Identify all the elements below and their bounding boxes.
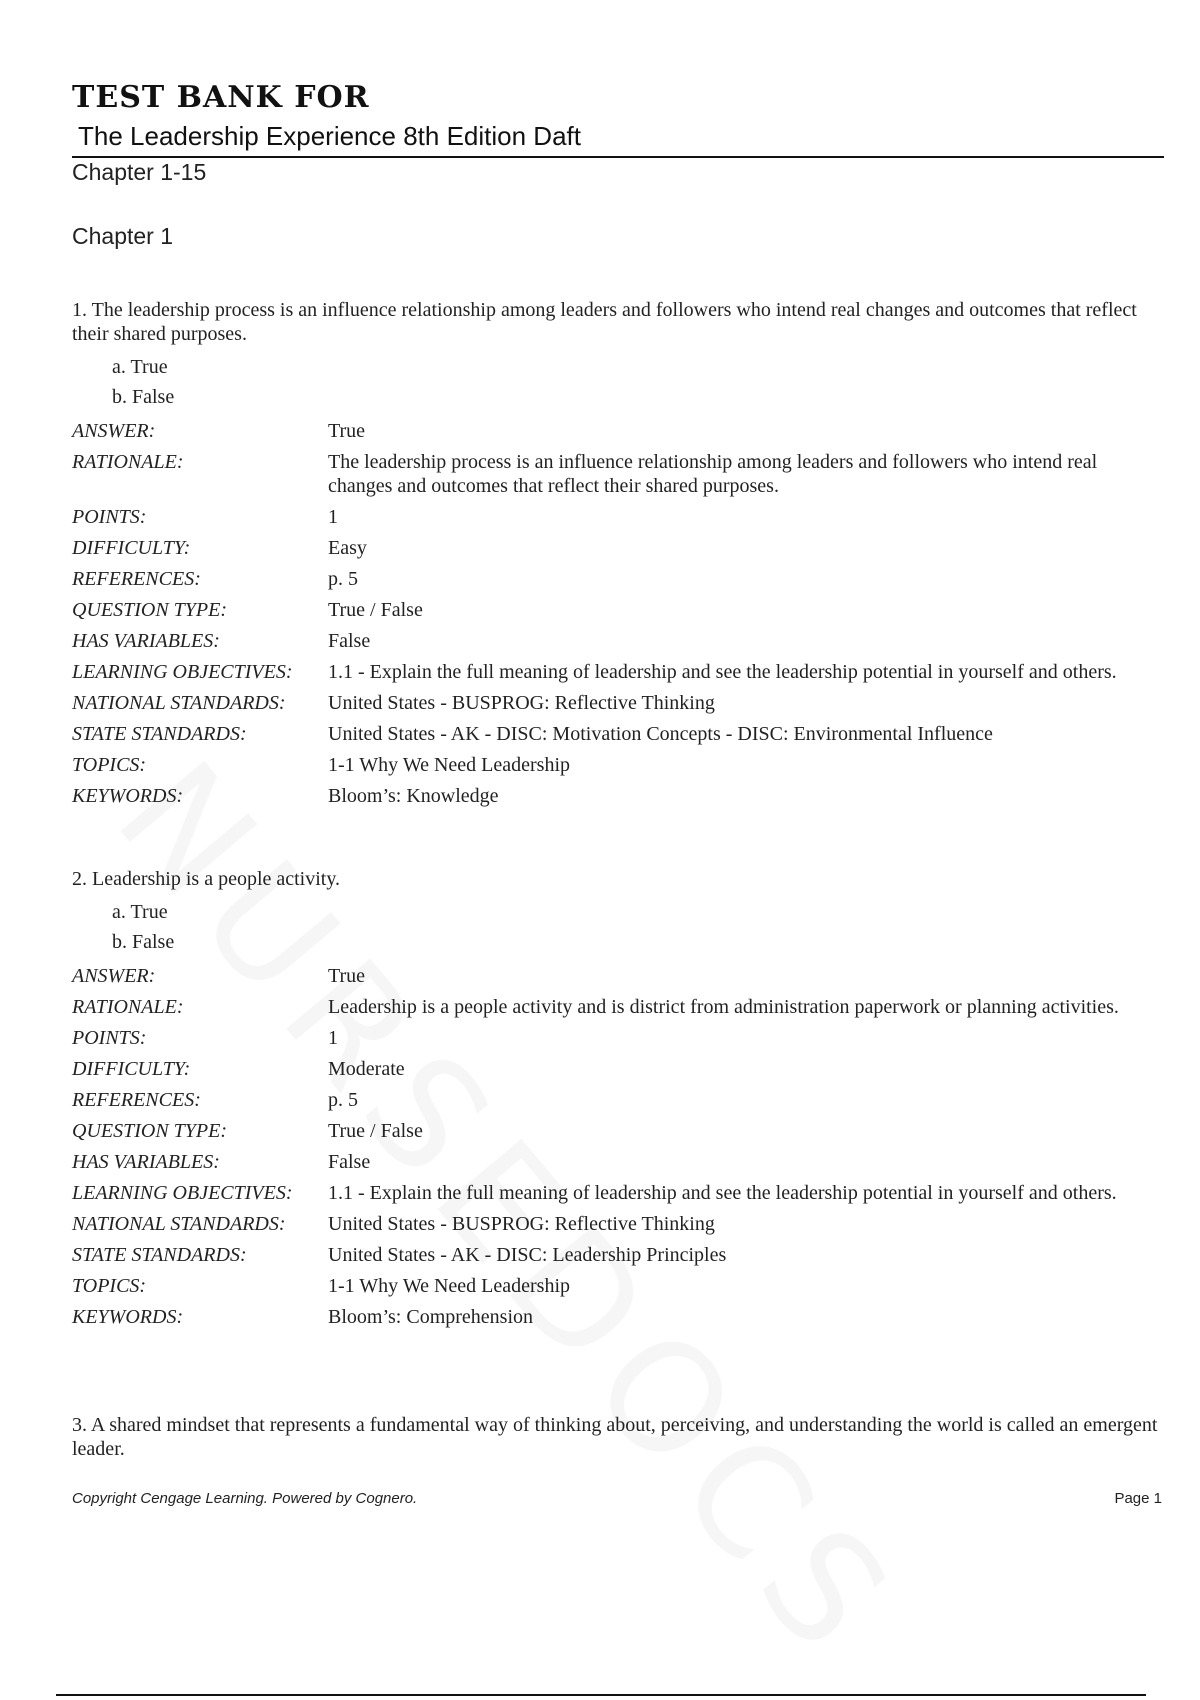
meta-question-type [72,1119,1164,1143]
footer-copyright: Copyright Cengage Learning. Powered by Cognero. [72,1490,418,1507]
meta-label: HAS VARIABLES: [72,1151,220,1173]
question-stem: 2. Leadership is a people activity. [72,868,341,890]
meta-label: QUESTION TYPE: [72,1120,228,1142]
meta-value: True [328,965,366,987]
answer-options [72,352,1164,412]
meta-topics [72,1274,1164,1298]
meta-value: Easy [328,537,367,559]
meta-label: NATIONAL STANDARDS: [72,1213,286,1235]
header-divider [72,156,1164,158]
meta-value: True [328,420,366,442]
meta-label: HAS VARIABLES: [72,630,220,652]
option-b: b. False [112,931,175,953]
meta-references [72,567,1164,591]
meta-value: 1.1 - Explain the full meaning of leadership and see the leadership potential in yourself and others. [328,1182,1117,1204]
question-stem: 3. A shared mindset that represents a fundamental way of thinking about, perceiving, and understanding the world is called an emergent leader. [72,1414,1158,1460]
question-1 [72,298,1164,808]
meta-label: TOPICS: [72,1275,147,1297]
meta-difficulty [72,1057,1164,1081]
meta-value: True / False [328,1120,423,1142]
meta-has-variables [72,629,1164,653]
meta-label: RATIONALE: [72,996,184,1018]
meta-label: POINTS: [72,506,147,528]
meta-rationale [72,995,1164,1019]
meta-rationale [72,450,1164,498]
meta-value: 1-1 Why We Need Leadership [328,1275,571,1297]
meta-answer [72,964,1164,988]
meta-value: The leadership process is an influence relationship among leaders and followers who intend real changes and outcomes that reflect their shared purposes. [328,451,1098,497]
meta-value: Bloom’s: Knowledge [328,785,499,807]
option-b: b. False [112,386,175,408]
chapter-range: Chapter 1-15 [72,159,207,185]
meta-points [72,1026,1164,1050]
meta-label: LEARNING OBJECTIVES: [72,1182,293,1204]
meta-national-standards [72,691,1164,715]
meta-label: TOPICS: [72,754,147,776]
meta-label: NATIONAL STANDARDS: [72,692,286,714]
meta-answer [72,419,1164,443]
meta-national-standards [72,1212,1164,1236]
question-stem: 1. The leadership process is an influence relationship among leaders and followers who intend real changes and outcomes that reflect their shared purposes. [72,299,1137,345]
meta-label: ANSWER: [72,965,156,987]
meta-value: 1.1 - Explain the full meaning of leadership and see the leadership potential in yourself and others. [328,661,1117,683]
meta-points [72,505,1164,529]
meta-label: REFERENCES: [72,568,201,590]
meta-has-variables [72,1150,1164,1174]
meta-state-standards [72,722,1164,746]
answer-options [72,897,1164,957]
header-title: TEST BANK FOR [72,80,370,115]
meta-value: 1 [328,506,338,528]
meta-label: DIFFICULTY: [72,1058,191,1080]
meta-label: POINTS: [72,1027,147,1049]
meta-learning-objectives [72,1181,1164,1205]
meta-label: KEYWORDS: [72,1306,184,1328]
page-bottom-divider [56,1694,1146,1696]
header-subtitle: The Leadership Experience 8th Edition Daft [78,121,581,151]
meta-label: QUESTION TYPE: [72,599,228,621]
meta-label: KEYWORDS: [72,785,184,807]
page-number: Page 1 [1114,1490,1162,1507]
option-a: a. True [112,901,168,923]
question-3 [72,1413,1164,1461]
meta-value: p. 5 [328,568,358,590]
meta-question-type [72,598,1164,622]
meta-value: False [328,630,371,652]
meta-label: REFERENCES: [72,1089,201,1111]
meta-label: DIFFICULTY: [72,537,191,559]
meta-value: Bloom’s: Comprehension [328,1306,533,1328]
meta-value: United States - BUSPROG: Reflective Thinking [328,1213,715,1235]
meta-value: Moderate [328,1058,405,1080]
meta-value: United States - BUSPROG: Reflective Thinking [328,692,715,714]
meta-state-standards [72,1243,1164,1267]
meta-value: United States - AK - DISC: Motivation Concepts - DISC: Environmental Influence [328,723,993,745]
meta-value: False [328,1151,371,1173]
meta-difficulty [72,536,1164,560]
meta-label: STATE STANDARDS: [72,723,247,745]
meta-label: STATE STANDARDS: [72,1244,247,1266]
meta-label: ANSWER: [72,420,156,442]
meta-keywords [72,784,1164,808]
meta-keywords [72,1305,1164,1329]
meta-label: LEARNING OBJECTIVES: [72,661,293,683]
meta-learning-objectives [72,660,1164,684]
question-2 [72,867,1164,1329]
chapter-heading: Chapter 1 [72,223,174,249]
meta-value: 1 [328,1027,338,1049]
meta-value: p. 5 [328,1089,358,1111]
meta-value: Leadership is a people activity and is district from administration paperwork or planning activities. [328,996,1119,1018]
option-a: a. True [112,356,168,378]
meta-topics [72,753,1164,777]
meta-value: True / False [328,599,423,621]
meta-label: RATIONALE: [72,451,184,473]
meta-value: United States - AK - DISC: Leadership Principles [328,1244,727,1266]
meta-value: 1-1 Why We Need Leadership [328,754,571,776]
meta-references [72,1088,1164,1112]
